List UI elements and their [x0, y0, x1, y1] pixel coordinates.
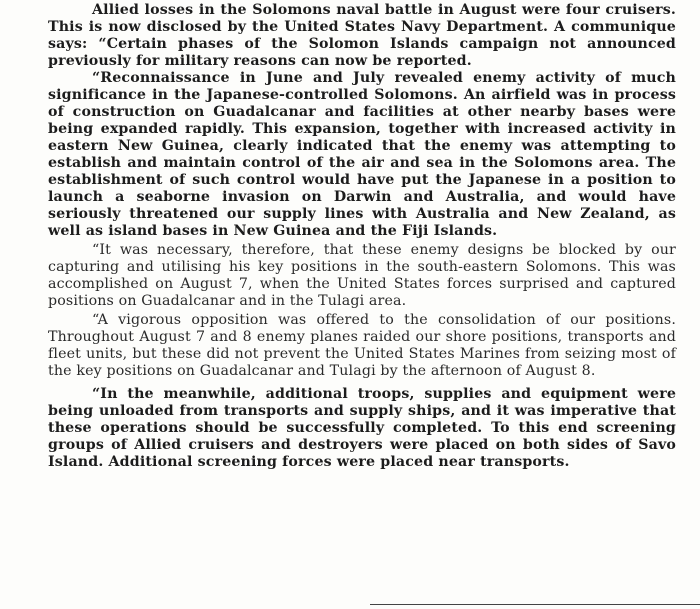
- article-column: [48, 2, 676, 471]
- paragraph-vigorous-opposition: “A vigorous opposition was offered to the consolidation of our positions. Throughout August 7 and 8 enemy planes raided our shore positions, transports and fleet units, but these did not prevent the United States Marines from seizing most of the key positions on Guadalcanar and Tulagi by the afternoon of August 8.: [48, 312, 676, 379]
- column-divider-rule: [370, 604, 700, 605]
- paragraph-enemy-designs: “It was necessary, therefore, that these enemy designs be blocked by our capturing and utilising his key positions in the south-eastern Solomons. This was accomplished on August 7, when the United States forces surprised and captured positions on Guadalcanar and in the Tulagi area.: [48, 242, 676, 309]
- paragraph-allied-losses: Allied losses in the Solomons naval battle in August were four cruisers. This is now disclosed by the United States Navy Department. A communique says: “Certain phases of the Solomon Islands campaign not announced previously for military reasons can now be reported.: [48, 2, 676, 69]
- paragraph-meanwhile: “In the meanwhile, additional troops, supplies and equipment were being unloaded from transports and supply ships, and it was imperative that these operations should be successfully completed. To this end screening groups of Allied cruisers and destroyers were placed on both sides of Savo Island. Additional screening forces were placed near transports.: [48, 386, 676, 470]
- paragraph-reconnaissance: “Reconnaissance in June and July revealed enemy activity of much significance in the Japanese-controlled Solomons. An airfield was in process of construction on Guadalcanar and facilities at other nearby bases were being expanded rapidly. This expansion, together with increased activity in eastern New Guinea, clearly indicated that the enemy was attempting to establish and maintain control of the air and sea in the Solomons area. The establishment of such control would have put the Japanese in a position to launch a seaborne invasion on Darwin and Australia, and would have seriously threatened our supply lines with Australia and New Zealand, as well as island bases in New Guinea and the Fiji Islands.: [48, 70, 676, 239]
